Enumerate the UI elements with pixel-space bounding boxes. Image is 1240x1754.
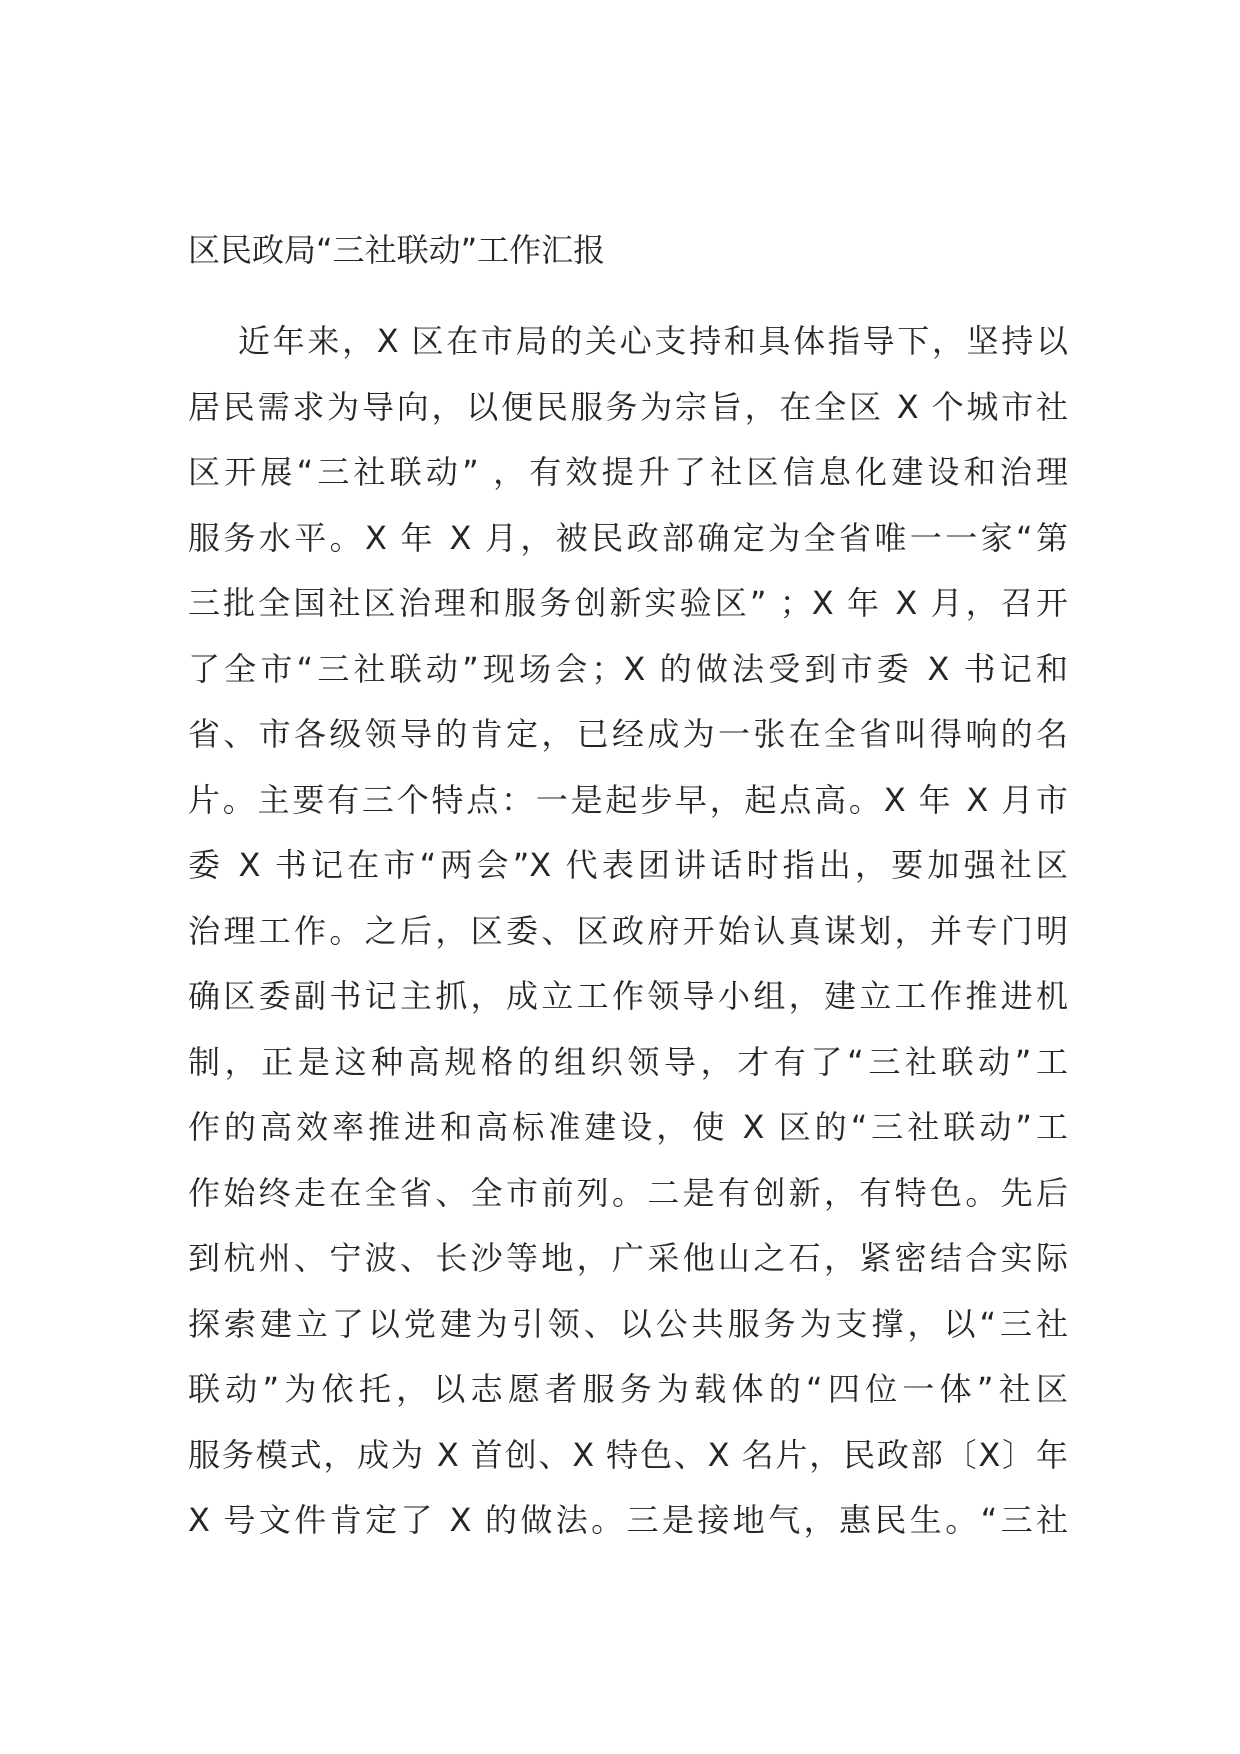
body-line: 探索建立了以党建为引领、以公共服务为支撑，以“三社 xyxy=(188,1304,1068,1343)
document-title: 区民政局“三社联动”工作汇报 xyxy=(188,231,606,269)
document-body xyxy=(188,309,1068,1554)
body-line: 片。主要有三个特点：一是起步早，起点高。X 年 X 月市 xyxy=(188,780,1068,819)
body-line: 三批全国社区治理和服务创新实验区” ；X 年 X 月，召开 xyxy=(188,584,1068,622)
body-line: 居民需求为导向，以便民服务为宗旨，在全区 X 个城市社 xyxy=(188,387,1068,426)
body-line: 治理工作。之后，区委、区政府开始认真谋划，并专门明 xyxy=(188,911,1068,950)
body-line: 区开展“三社联动” ，有效提升了社区信息化建设和治理 xyxy=(188,453,1068,491)
body-line: 作始终走在全省、全市前列。二是有创新，有特色。先后 xyxy=(188,1173,1068,1212)
body-line: 确区委副书记主抓，成立工作领导小组，建立工作推进机 xyxy=(188,977,1068,1015)
body-line: 联动”为依托，以志愿者服务为载体的“四位一体”社区 xyxy=(188,1370,1068,1408)
body-line: 了全市“三社联动”现场会；X 的做法受到市委 X 书记和 xyxy=(188,649,1068,688)
body-line: 作的高效率推进和高标准建设，使 X 区的“三社联动”工 xyxy=(188,1108,1068,1146)
body-line: 委 X 书记在市“两会”X 代表团讲话时指出，要加强社区 xyxy=(188,846,1068,884)
body-line: 制，正是这种高规格的组织领导，才有了“三社联动”工 xyxy=(188,1042,1068,1081)
body-line: X 号文件肯定了 X 的做法。三是接地气，惠民生。“三社 xyxy=(188,1501,1068,1539)
body-line: 近年来，X 区在市局的关心支持和具体指导下，坚持以 xyxy=(238,322,1068,360)
body-line: 服务水平。X 年 X 月，被民政部确定为全省唯一一家“第 xyxy=(188,518,1068,557)
body-line: 服务模式，成为 X 首创、X 特色、X 名片，民政部〔X〕年 xyxy=(188,1435,1068,1474)
body-line: 到杭州、宁波、长沙等地，广采他山之石，紧密结合实际 xyxy=(188,1239,1068,1277)
body-line: 省、市各级领导的肯定，已经成为一张在全省叫得响的名 xyxy=(188,715,1068,753)
